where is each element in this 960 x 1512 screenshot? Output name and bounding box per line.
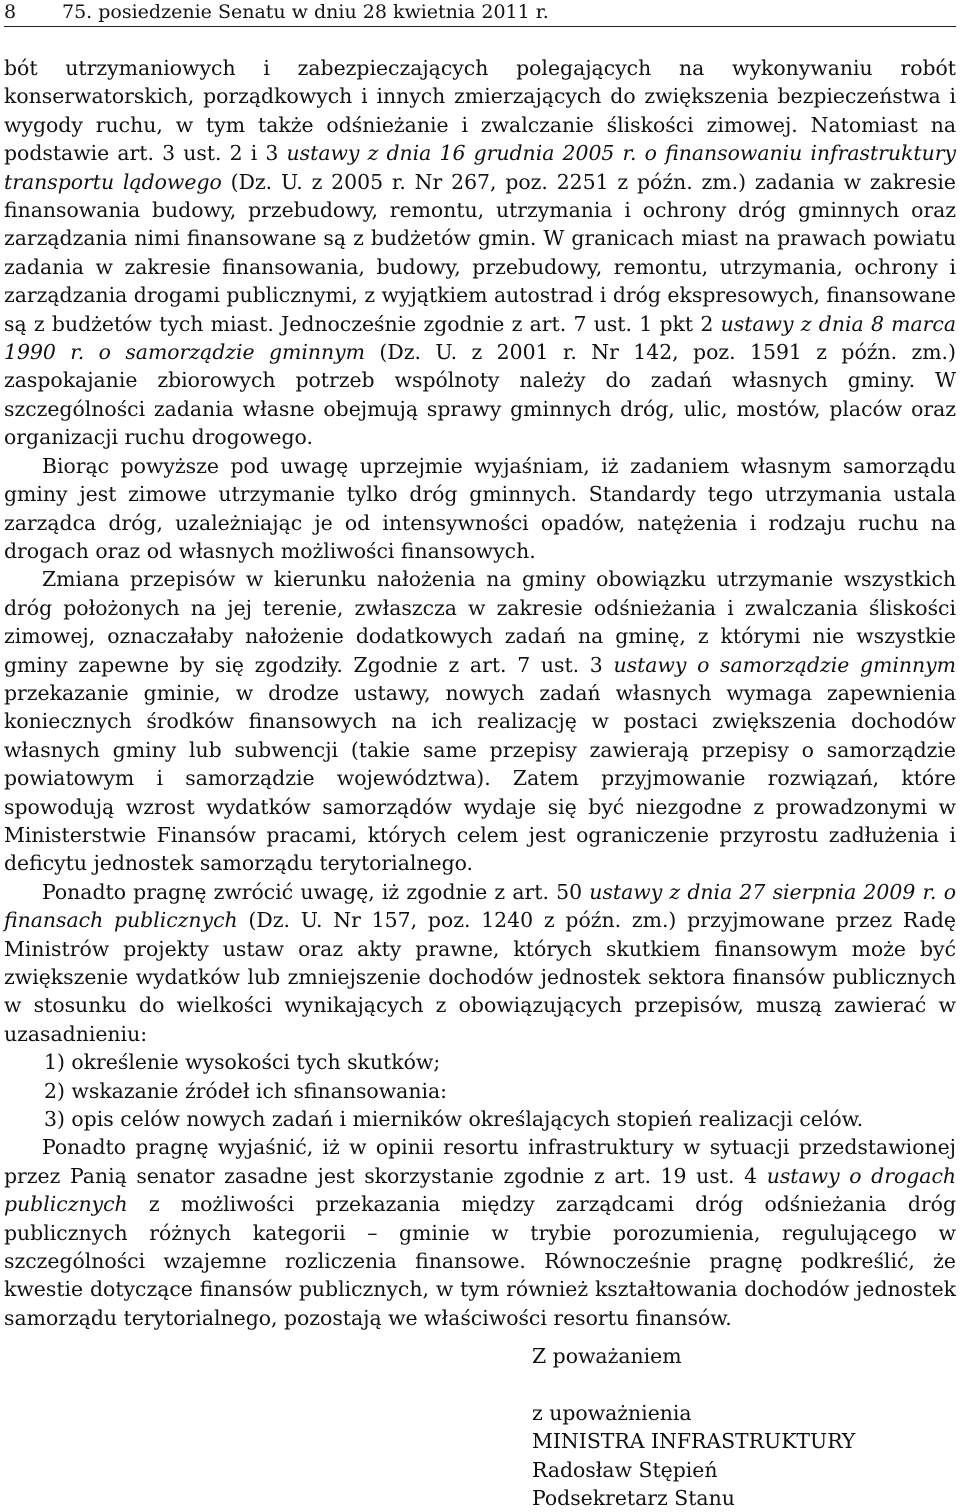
text-run: Ponadto pragnę zwrócić uwagę, iż zgodnie z art. 50 (42, 879, 590, 904)
text-run: Zmiana przepisów w kierunku nałożenia na gminy obowiązku utrzymanie wszystkich dróg położonych na jej terenie, zwłaszcza w zakresie odśnieżania i zwalczania śliskości zimowej, oznaczałaby nałożenie dodatkowych zadań na gminę, z którymi nie wszystkie gminy zapewne by się zgodziły. Zgodnie z art. 7 ust. 3 (4, 567, 956, 677)
signature-spacer (532, 1370, 855, 1398)
running-header (4, 0, 956, 27)
text-run: (Dz. U. z 2001 r. Nr 142, poz. 1591 z późn. zm.) zaspokajanie zbiorowych potrzeb wspólnoty należy do zadań własnych gminy. W szczególności zadania własne obejmują sprawy gminnych dróg, ulic, mostów, placów oraz organizacji ruchu drogowego. (4, 340, 956, 450)
signatory-position: Podsekretarz Stanu (532, 1486, 735, 1511)
running-title: 75. posiedzenie Senatu w dniu 28 kwietnia 2011 r. (62, 1, 549, 23)
statute-title: ustawy z dnia 27 sierpnia 2009 r. o finansach publicznych (4, 879, 956, 933)
list-item: 2) wskazanie źródeł ich sfinansowania: (44, 1078, 447, 1103)
paragraph-3 (4, 565, 956, 877)
paragraph-5 (4, 1133, 956, 1332)
list-item: 3) opis celów nowych zadań i mierników określających stopień realizacji celów. (44, 1107, 864, 1132)
signature-block (532, 1342, 855, 1512)
letter-body (4, 54, 956, 1332)
authority-line: z upoważnienia (532, 1400, 692, 1425)
text-run: przekazanie gminie, w drodze ustawy, nowych zadań własnych wymaga zapewnienia koniecznych środków finansowych na ich realizację w postaci zwiększenia dochodów własnych gminy lub subwencji (takie same przepisy zawierają przepisy o samorządzie powiatowym i samorządzie województwa). Zatem przyjmowanie rozwiązań, które spowodują wzrost wydatków samorządów wydaje się być niezgodne z prowadzonymi w Ministerstwie Finansów pracami, których celem jest ograniczenie przyrostu zadłużenia i deficytu jednostek samorządu terytorialnego. (4, 680, 956, 876)
text-run: Ponadto pragnę wyjaśnić, iż w opinii resortu infrastruktury w sytuacji przedstawionej przez Panią senator zasadne jest skorzystanie zgodnie z art. 19 ust. 4 (4, 1135, 956, 1188)
text-run: bót utrzymaniowych i zabezpieczających polegających na wykonywaniu robót konserwatorskich, porządkowych i innych zmierzających do zwiększenia bezpieczeństwa i wygody ruchu, w tym także odśnieżanie i zwalczanie śliskości zimowej. Natomiast na podstawie art. 3 ust. 2 i 3 (4, 56, 956, 166)
paragraph-2: Biorąc powyższe pod uwagę uprzejmie wyjaśniam, iż zadaniem własnym samorządu gminy jest zimowe utrzymanie tylko dróg gminnych. Standardy tego utrzymania ustala zarządca dróg, uzależniając je od intensywności opadów, natężenia i rodzaju ruchu na drogach oraz od własnych możliwości finansowych. (4, 453, 956, 563)
requirements-list (4, 1048, 956, 1133)
signatory-name: Radosław Stępień (532, 1457, 718, 1482)
text-run: z możliwości przekazania między zarządcami dróg odśnieżania dróg publicznych różnych kategorii – gminie w trybie porozumienia, regulującego w szczególności wzajemne rozliczenia finansowe. Równocześnie pragnę podkreślić, że kwestie dotyczące finansów publicznych, w tym również kształtowania dochodów jednostek samorządu terytorialnego, pozostają we właściwości resortu finansów. (4, 1192, 956, 1330)
ministry-name: MINISTRA INFRASTRUKTURY (532, 1429, 856, 1454)
statute-title: ustawy o samorządzie gminnym (613, 652, 957, 677)
list-item: 1) określenie wysokości tych skutków; (44, 1050, 441, 1075)
paragraph-1 (4, 54, 956, 452)
statute-title: ustawy o drogach publicznych (4, 1163, 957, 1217)
statute-title: ustawy z dnia 8 marca 1990 r. o samorządzie gminnym (4, 311, 957, 365)
statute-title: ustawy z dnia 16 grudnia 2005 r. o finansowaniu infrastruktury transportu lądowego (4, 141, 956, 194)
text-run: (Dz. U. Nr 157, poz. 1240 z późn. zm.) przyjmowane przez Radę Ministrów projekty ustaw oraz akty prawne, których skutkiem finansowym może być zwiększenie wydatków lub zmniejszenie dochodów jednostek sektora finansów publicznych w stosunku do wielkości wynikających z obowiązujących przepisów, muszą zawierać w uzasadnieniu: (4, 908, 956, 1046)
paragraph-4 (4, 878, 956, 1048)
closing-phrase: Z poważaniem (532, 1344, 682, 1368)
page-number: 8 (4, 1, 17, 23)
text-run: (Dz. U. z 2005 r. Nr 267, poz. 2251 z późn. zm.) zadania w zakresie finansowania budowy, przebudowy, remontu, utrzymania i ochrony dróg gminnych oraz zarządzania nimi finansowane są z budżetów gmin. W granicach miast na prawach powiatu zadania w zakresie finansowania, budowy, przebudowy, remontu, utrzymania, ochrony i zarządzania drogami publicznymi, z wyjątkiem autostrad i dróg ekspresowych, finansowane są z budżetów tych miast. Jednocześnie zgodnie z art. 7 ust. 1 pkt 2 (4, 169, 956, 336)
